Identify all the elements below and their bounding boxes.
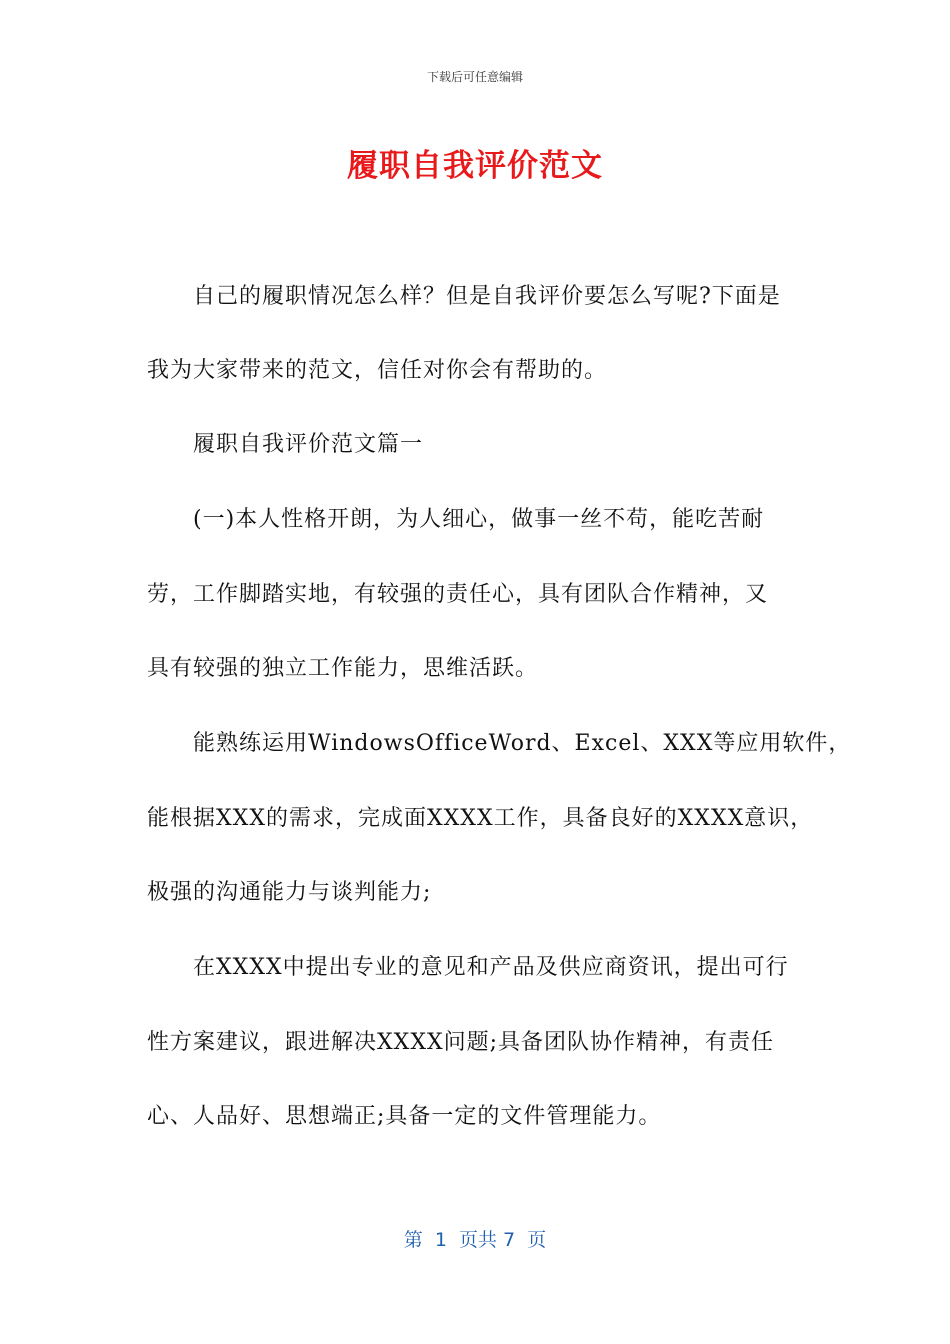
body-line: 能根据XXX的需求，完成面XXXX工作，具备良好的XXXX意识， xyxy=(147,806,814,831)
body-line: 我为大家带来的范文，信任对你会有帮助的。 xyxy=(147,358,608,383)
body-line: 自己的履职情况怎么样？但是自我评价要怎么写呢?下面是 xyxy=(193,284,781,309)
section-heading: 履职自我评价范文篇一 xyxy=(193,432,424,457)
body-line: 极强的沟通能力与谈判能力; xyxy=(147,880,432,905)
document-title: 履职自我评价范文 xyxy=(347,148,603,184)
body-line: 性方案建议，跟进解决XXXX问题;具备团队协作精神，有责任 xyxy=(147,1030,775,1055)
page-number-footer: 第 1 页共 7 页 xyxy=(403,1229,547,1251)
body-line: 劳，工作脚踏实地，有较强的责任心，具有团队合作精神，又 xyxy=(147,582,769,607)
body-line: 心、人品好、思想端正;具备一定的文件管理能力。 xyxy=(147,1104,662,1129)
header-note: 下载后可任意编辑 xyxy=(426,70,523,84)
body-line: (一)本人性格开朗，为人细心，做事一丝不苟，能吃苦耐 xyxy=(193,507,765,532)
body-line: 在XXXX中提出专业的意见和产品及供应商资讯，提出可行 xyxy=(193,955,789,980)
body-line: 具有较强的独立工作能力，思维活跃。 xyxy=(147,656,539,681)
body-line: 能熟练运用WindowsOfficeWord、Excel、XXX等应用软件， xyxy=(193,731,852,756)
